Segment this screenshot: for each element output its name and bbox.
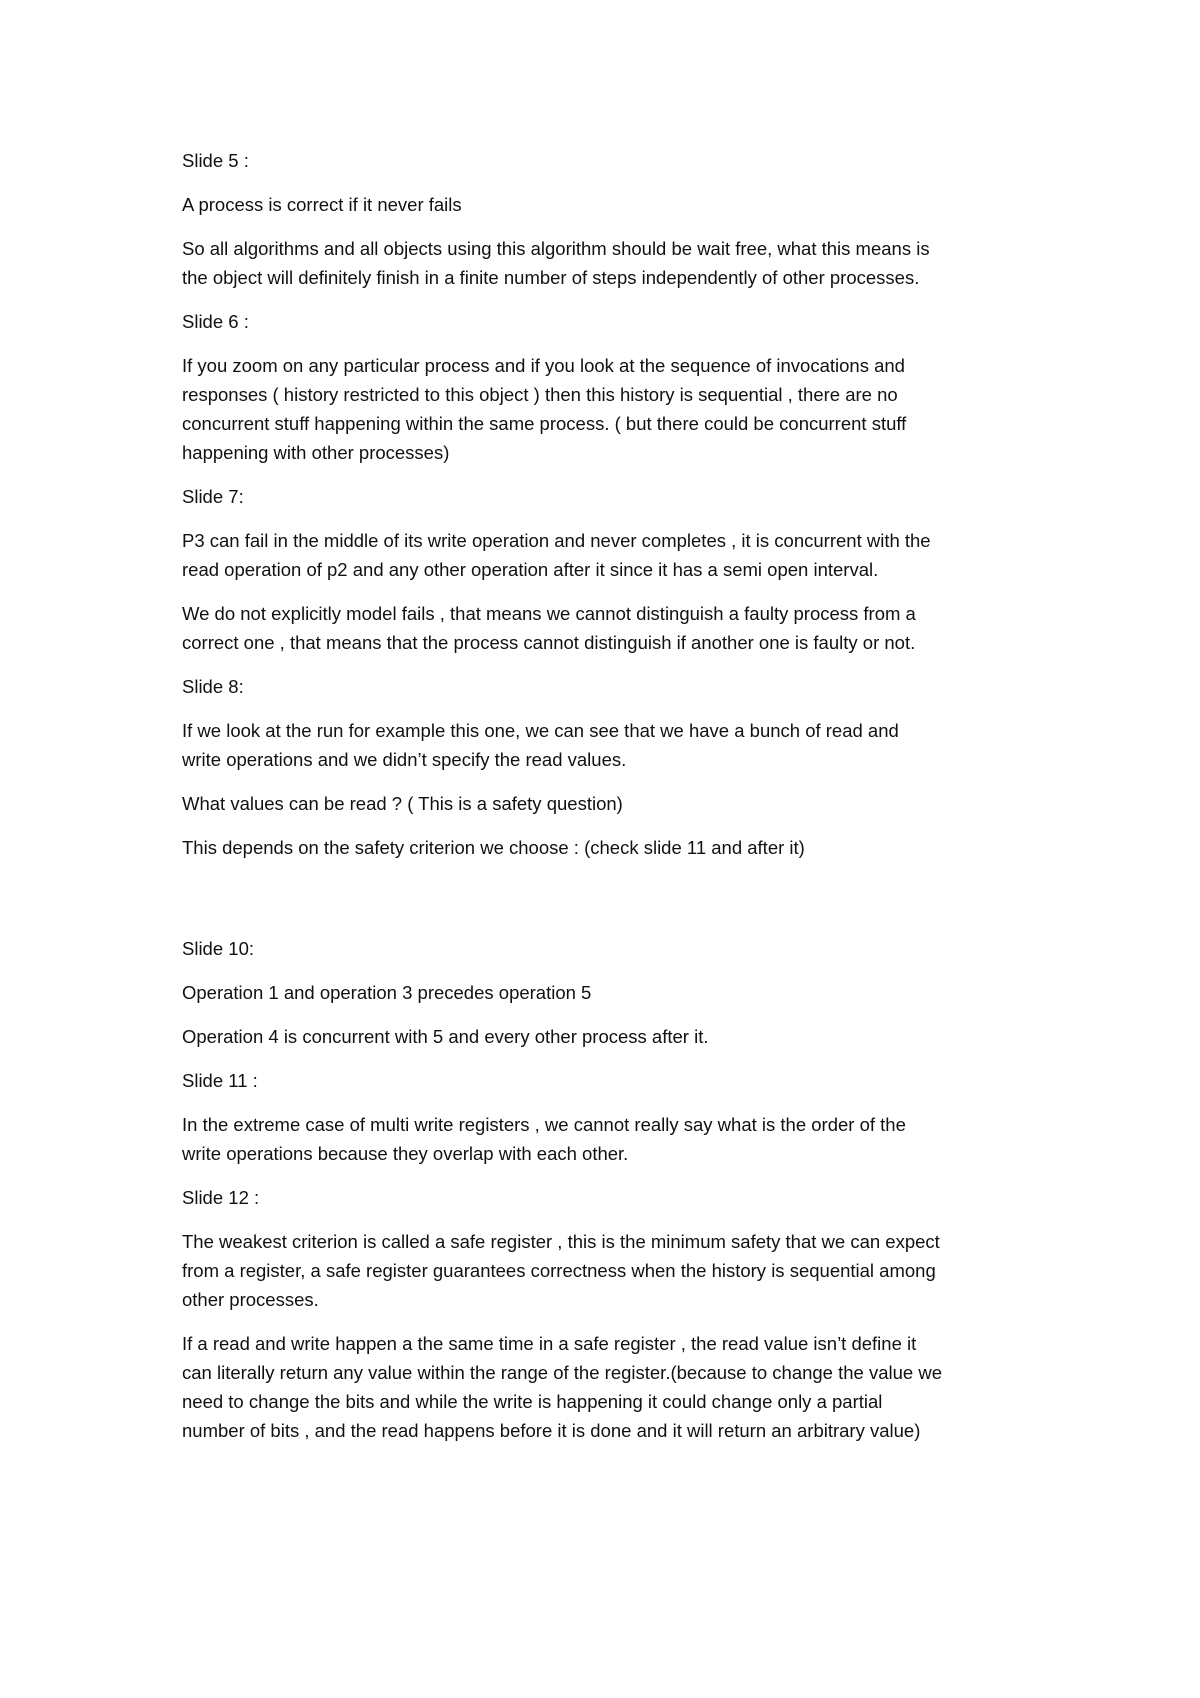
paragraph <box>182 526 1042 584</box>
text-line: Slide 6 : <box>182 311 249 332</box>
text-line: Slide 8: <box>182 676 244 697</box>
text-line: Slide 10: <box>182 938 254 959</box>
paragraph <box>182 978 1042 1007</box>
paragraph <box>182 599 1042 657</box>
paragraph <box>182 789 1042 818</box>
text-line: write operations and we didn’t specify the read values. <box>182 749 627 770</box>
text-line: Slide 5 : <box>182 150 249 171</box>
text-line: So all algorithms and all objects using this algorithm should be wait free, what this means is <box>182 238 930 259</box>
text-line: What values can be read ? ( This is a safety question) <box>182 793 623 814</box>
text-line: The weakest criterion is called a safe register , this is the minimum safety that we can expect <box>182 1231 940 1252</box>
paragraph <box>182 1022 1042 1051</box>
text-line: other processes. <box>182 1289 319 1310</box>
slide-heading <box>182 146 1042 175</box>
text-line: This depends on the safety criterion we choose : (check slide 11 and after it) <box>182 837 805 858</box>
text-line: A process is correct if it never fails <box>182 194 462 215</box>
text-line: If we look at the run for example this one, we can see that we have a bunch of read and <box>182 720 899 741</box>
text-line: need to change the bits and while the write is happening it could change only a partial <box>182 1391 883 1412</box>
text-line: happening with other processes) <box>182 442 450 463</box>
text-line: correct one , that means that the process cannot distinguish if another one is faulty or not. <box>182 632 916 653</box>
slide-heading <box>182 307 1042 336</box>
paragraph <box>182 351 1042 467</box>
text-line: write operations because they overlap with each other. <box>182 1143 629 1164</box>
slide-heading <box>182 1066 1042 1095</box>
text-line: Slide 7: <box>182 486 244 507</box>
document-body <box>182 146 1042 1460</box>
paragraph <box>182 716 1042 774</box>
paragraph <box>182 1329 1042 1445</box>
text-line: responses ( history restricted to this object ) then this history is sequential , there are no <box>182 384 898 405</box>
paragraph <box>182 833 1042 862</box>
text-line: Slide 12 : <box>182 1187 260 1208</box>
text-line: If you zoom on any particular process and if you look at the sequence of invocations and <box>182 355 905 376</box>
text-line: Operation 1 and operation 3 precedes operation 5 <box>182 982 592 1003</box>
slide-heading <box>182 482 1042 511</box>
text-line: from a register, a safe register guarantees correctness when the history is sequential among <box>182 1260 936 1281</box>
text-line: Slide 11 : <box>182 1070 258 1091</box>
text-line: Operation 4 is concurrent with 5 and every other process after it. <box>182 1026 709 1047</box>
slide-heading <box>182 672 1042 701</box>
text-line: the object will definitely finish in a finite number of steps independently of other processes. <box>182 267 920 288</box>
paragraph <box>182 1227 1042 1314</box>
paragraph <box>182 1110 1042 1168</box>
text-line: concurrent stuff happening within the same process. ( but there could be concurrent stuff <box>182 413 907 434</box>
text-line: We do not explicitly model fails , that means we cannot distinguish a faulty process from a <box>182 603 916 624</box>
paragraph <box>182 190 1042 219</box>
text-line: number of bits , and the read happens before it is done and it will return an arbitrary value) <box>182 1420 921 1441</box>
text-line: can literally return any value within the range of the register.(because to change the value we <box>182 1362 942 1383</box>
section-gap <box>182 877 1042 934</box>
text-line: read operation of p2 and any other operation after it since it has a semi open interval. <box>182 559 879 580</box>
text-line: P3 can fail in the middle of its write operation and never completes , it is concurrent with the <box>182 530 931 551</box>
text-line: If a read and write happen a the same time in a safe register , the read value isn’t define it <box>182 1333 917 1354</box>
paragraph <box>182 234 1042 292</box>
slide-heading <box>182 934 1042 963</box>
slide-heading <box>182 1183 1042 1212</box>
text-line: In the extreme case of multi write registers , we cannot really say what is the order of the <box>182 1114 906 1135</box>
